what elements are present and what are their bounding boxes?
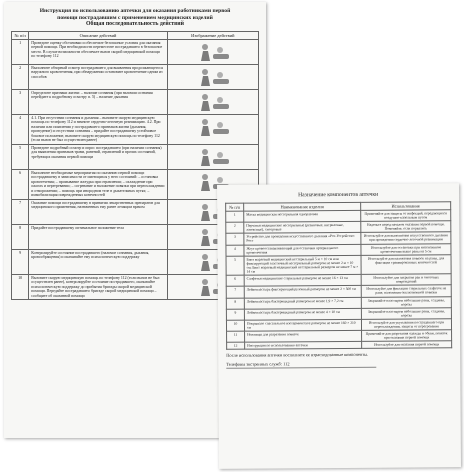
row-illustration [167,39,258,64]
row-item-name: Бинт марлевый медицинский нестерильный 5 м × 10 см или фиксирующий эластичный нестерильный размером не менее 2 м × 10 см; Бинт марлевый медицинский нестерильный размером не менее 7 м × 14 см [244,255,361,275]
row-item-name: Лейкопластырь бактерицидный размером не менее 4 × 10 см [244,308,361,320]
row-number: 11 [227,331,245,342]
row-item-name: Устройство для проведения искусственного дыхания «Рот-Устройство-Рот» [244,233,361,245]
row-number: 3 [12,89,29,114]
row-number: 9 [226,309,244,320]
consciousness-check-icon [170,91,256,113]
row-number: 9 [12,249,29,274]
row-number: 4 [226,245,244,256]
row-usage: Применяйте для разрезания одежды и обуви, повязок при оказании первой помощи [362,330,452,342]
row-usage: Используйте для оказания первой помощи [362,341,452,349]
row-number: 2 [12,64,29,89]
row-description: Оказание помощи пострадавшему в принятии лекарственных препаратов для медицинского применения, назначенных ему ранее лечащим врачом [29,199,167,224]
row-item-name: Жгут кровоостанавливающий для остановки артериального кровотечения [244,244,361,256]
header-number: № п/п [226,203,244,211]
row-usage: Используйте для остановки при интенсивном кровотечении выше раны на 5 см [361,243,451,255]
row-number: 5 [226,256,244,276]
row-number: 4 [12,114,29,144]
row-number: 1 [12,39,29,64]
row-number: 10 [226,320,244,331]
rescuer-icon [170,41,256,63]
row-usage: Наденьте перед началом оказания первой помощи. Поменяйте, если порвались [361,221,451,233]
row-number: 6 [12,169,29,199]
instruction-title [11,8,259,28]
row-description: Проведите оценку обстановки и обеспечьте безопасные условия для оказания первой помощи. При необходимости переместите пострадавшего в безопасное место. В случае возможности обеспечьте вызов скорой медицинской помощи по телефону 112 [29,39,167,64]
header-image: Изображение действий [167,31,258,39]
row-usage: Используйте для фиксации стерильных салфеток на ране, наложения окклюзионной повязки [361,285,451,297]
row-description: Выполните необходимые мероприятия по оказанию первой помощи пострадавшему в зависимости от имеющихся у него состояний: – остановка кровотечения; – промывание желудка при отравлении; – охлаждение при ожогах и перегревании; – согревание и наложение повязки при переохлаждении и отморожении; – помощь при инородном теле в дыхательных путях; – иммобилизация поврежденных конечностей [29,169,167,199]
row-item-name: Маска медицинская нестерильная одноразовая [244,210,361,222]
row-item-name: Салфетки медицинские стерильные размером не менее 16 × 13 см [244,274,361,286]
table-row [12,39,259,64]
row-illustration [167,64,258,89]
row-number: 7 [226,286,244,297]
row-description: Проведите подробный осмотр и опрос пострадавшего (при наличии сознания) для выявления признаков травм, ранений, отравлений и прочих состояний, требующих оказания первой помощи [29,144,167,169]
row-number: 6 [226,275,244,286]
row-description: Контролируйте состояние пострадавшего (наличие сознания, дыхания, кровообращения) и оказывайте ему психологическую поддержку [29,249,167,274]
header-description: Описание действий [29,31,167,39]
bleeding-control-icon [170,66,256,88]
row-item-name: Лейкопластырь фиксирующий рулонный размером не менее 2 × 500 см [244,286,361,298]
row-usage: Используйте для закрытия ран и ожоговых повреждений [361,274,451,286]
header-usage: Использование [361,202,451,211]
components-title: Назначение компонентов аптечки [298,191,379,199]
examination-icon [170,146,256,168]
row-item-name: Перчатки медицинские нестерильные (резиновые, нитриловые, латексные), смотровые [244,222,361,234]
row-item-name: Ножницы для разрезания повязок [245,330,362,342]
table-row [12,114,259,144]
row-description: Выполните обзорный осмотр пострадавшего для выявления продолжающегося наружного кровотечения, при обнаружении остановите кровотечение одним из способов [29,64,167,89]
row-number: 7 [12,199,29,224]
table-row [227,341,452,350]
components-table [225,201,452,350]
row-number: 3 [226,234,244,245]
emergency-phone: Телефоны экстренных служб: 112 [226,361,376,369]
header-number: № п/п [12,31,29,39]
table-row [226,254,451,275]
row-number: 1 [226,211,244,222]
row-usage: Закрывайте пластырем небольшие раны, ссадины, порезы [361,307,451,319]
row-usage: Закрывайте пластырем небольшие раны, ссадины, порезы [361,296,451,308]
row-number: 8 [12,224,29,249]
row-usage: Используйте для укутывания пострадавшего при переохлаждении, защиты от перегревания [361,319,451,331]
row-item-name: Лейкопластырь бактерицидный размером не менее 1,9 × 7,2 см [244,297,361,309]
row-description: Вызовите скорую медицинскую помощь по телефону 112 (если вызов не был осуществлен ранее), контролируйте состояние пострадавшего, оказывайте психологическую поддержку до прибытия бригады скорой медицинской помощи. Передайте пострадавшего бригаде скорой медицинской помощи – сообщите об оказанной помощи [29,274,167,300]
components-sheet [217,183,461,469]
row-description: Придайте пострадавшему оптимальное положение тела [29,224,167,249]
title-line-3: Общая последовательность действий [86,21,184,28]
row-illustration [167,89,258,114]
row-illustration [167,114,258,144]
row-number: 2 [226,222,244,233]
restock-note: После использования аптечки восполните ее израсходованные компоненты. [226,352,369,359]
row-illustration [167,144,258,169]
row-item-name: Инструкция по использованию аптечки [245,342,362,350]
row-usage: Используйте для выполнения искусственного дыхания при проведении сердечно-легочной реанимации [361,232,451,244]
table-header-row [12,31,259,39]
header-item-name: Наименование изделия [244,202,361,211]
row-usage: Применяйте для защиты от инфекций, передающихся воздушно-капельным путем [361,210,451,222]
row-item-name: Покрывало спасательное изотермическое размером не менее 160 × 210 см [244,319,361,331]
table-row [12,144,259,169]
table-row [12,64,259,89]
table-row [12,89,259,114]
row-number: 10 [12,274,29,300]
row-usage: Используйте для наложения повязок на раны, для фиксации травмированных конечностей [361,254,451,274]
title-line-2: помощи пострадавшим с применением медицинских изделий [57,14,213,21]
row-number: 8 [226,298,244,309]
row-description: Определите признаки жизни: – наличие сознания (при наличии сознания перейдите к подробному осмотру п. 5) – наличие дыхания [29,89,167,114]
row-number: 5 [12,144,29,169]
cpr-icon [170,116,256,138]
row-description: 4.1. При отсутствии сознания и дыхания – вызовите скорую медицинскую помощь по телефону 112 и начните сердечно-легочную реанимацию. 4.2. При наличии или появлении у пострадавшего признаков жизни (дыхания, проведение) и отсутствии сознания – придайте пострадавшему устойчивое боковое положение, вызовите скорую медицинскую помощь по телефону 112 (если вызов не был осуществлен ранее) [29,114,167,144]
title-line-1: Инструкция по использованию аптечки для оказания работниками первой [39,8,231,14]
row-number: 12 [227,342,245,349]
